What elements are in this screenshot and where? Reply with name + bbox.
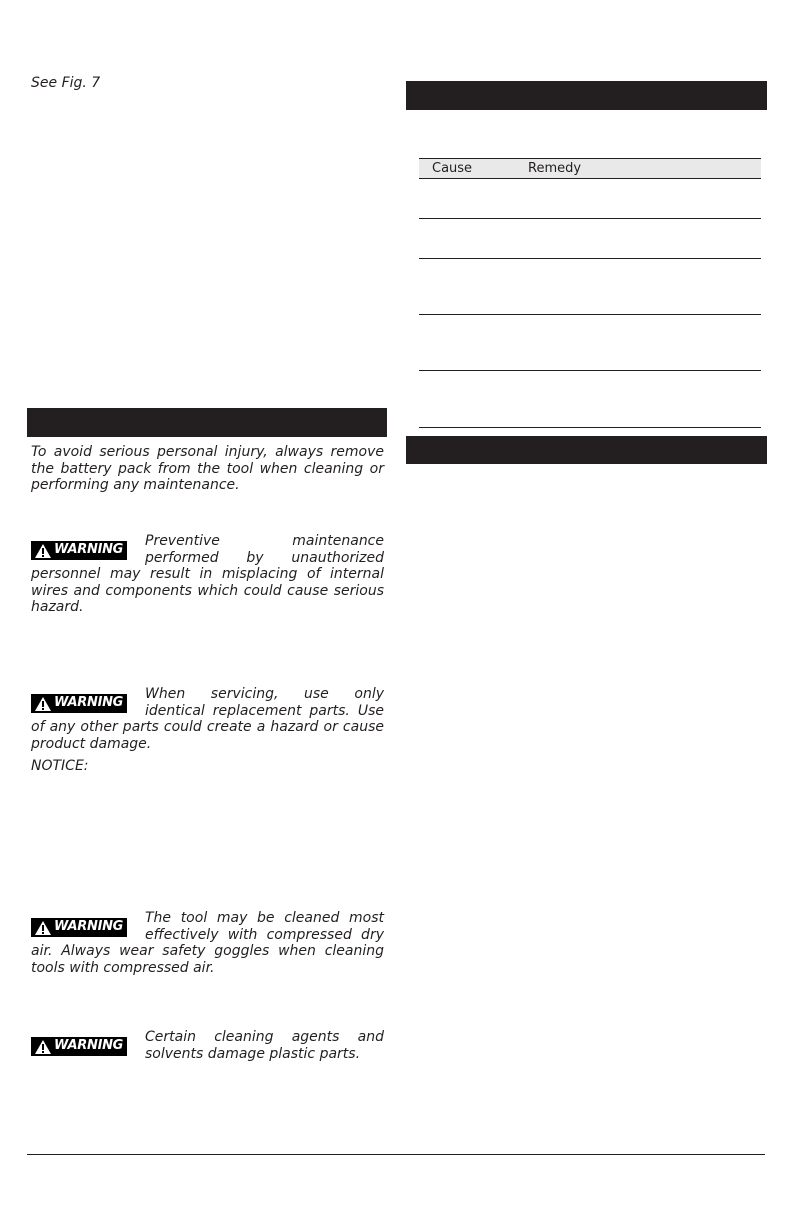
table-row-divider	[419, 314, 761, 315]
notice-label: NOTICE:	[31, 758, 89, 774]
warning-badge	[31, 1037, 127, 1056]
warning-text: Certain cleaning agents and solvents damage plastic parts.	[145, 1029, 384, 1062]
table-header-cause: Cause	[432, 161, 473, 176]
troubleshooting-table-header	[419, 158, 761, 179]
warning-block-cleaning-agents	[31, 1029, 384, 1062]
warning-block-compressed-air	[31, 910, 384, 976]
warning-badge-label: WARNING	[53, 542, 124, 558]
warning-text: The tool may be cleaned most effectively with compressed dry air. Always wear safety goggles when cleaning tools with compressed air.	[31, 910, 384, 976]
figure-reference: See Fig. 7	[31, 75, 101, 91]
maintenance-section-header-bar	[27, 408, 387, 437]
warning-triangle-icon	[35, 697, 51, 711]
warning-triangle-icon	[35, 1040, 51, 1054]
warning-badge-label: WARNING	[53, 1038, 124, 1054]
warning-block-replacement-parts	[31, 686, 384, 752]
warning-triangle-icon	[35, 921, 51, 935]
troubleshooting-section-header-bar	[406, 81, 767, 110]
warning-triangle-icon	[35, 544, 51, 558]
table-row-divider	[419, 258, 761, 259]
maintenance-intro-text: To avoid serious personal injury, always remove the battery pack from the tool when cleaning or performing any maintenance.	[31, 444, 384, 493]
warning-badge-label: WARNING	[53, 919, 124, 935]
table-row-divider	[419, 427, 761, 428]
footer-rule	[27, 1154, 765, 1155]
accessories-section-header-bar	[406, 436, 767, 464]
warning-badge	[31, 918, 127, 937]
table-row-divider	[419, 218, 761, 219]
warning-block-preventive-maintenance	[31, 533, 384, 616]
warning-badge-label: WARNING	[53, 695, 124, 711]
warning-text: Preventive maintenance performed by unauthorized personnel may result in misplacing of internal wires and components which could cause serious hazard.	[31, 533, 384, 615]
warning-badge	[31, 694, 127, 713]
warning-text: When servicing, use only identical replacement parts. Use of any other parts could create a hazard or cause product damage.	[31, 686, 384, 752]
warning-badge	[31, 541, 127, 560]
table-row-divider	[419, 370, 761, 371]
table-header-remedy: Remedy	[528, 161, 582, 176]
